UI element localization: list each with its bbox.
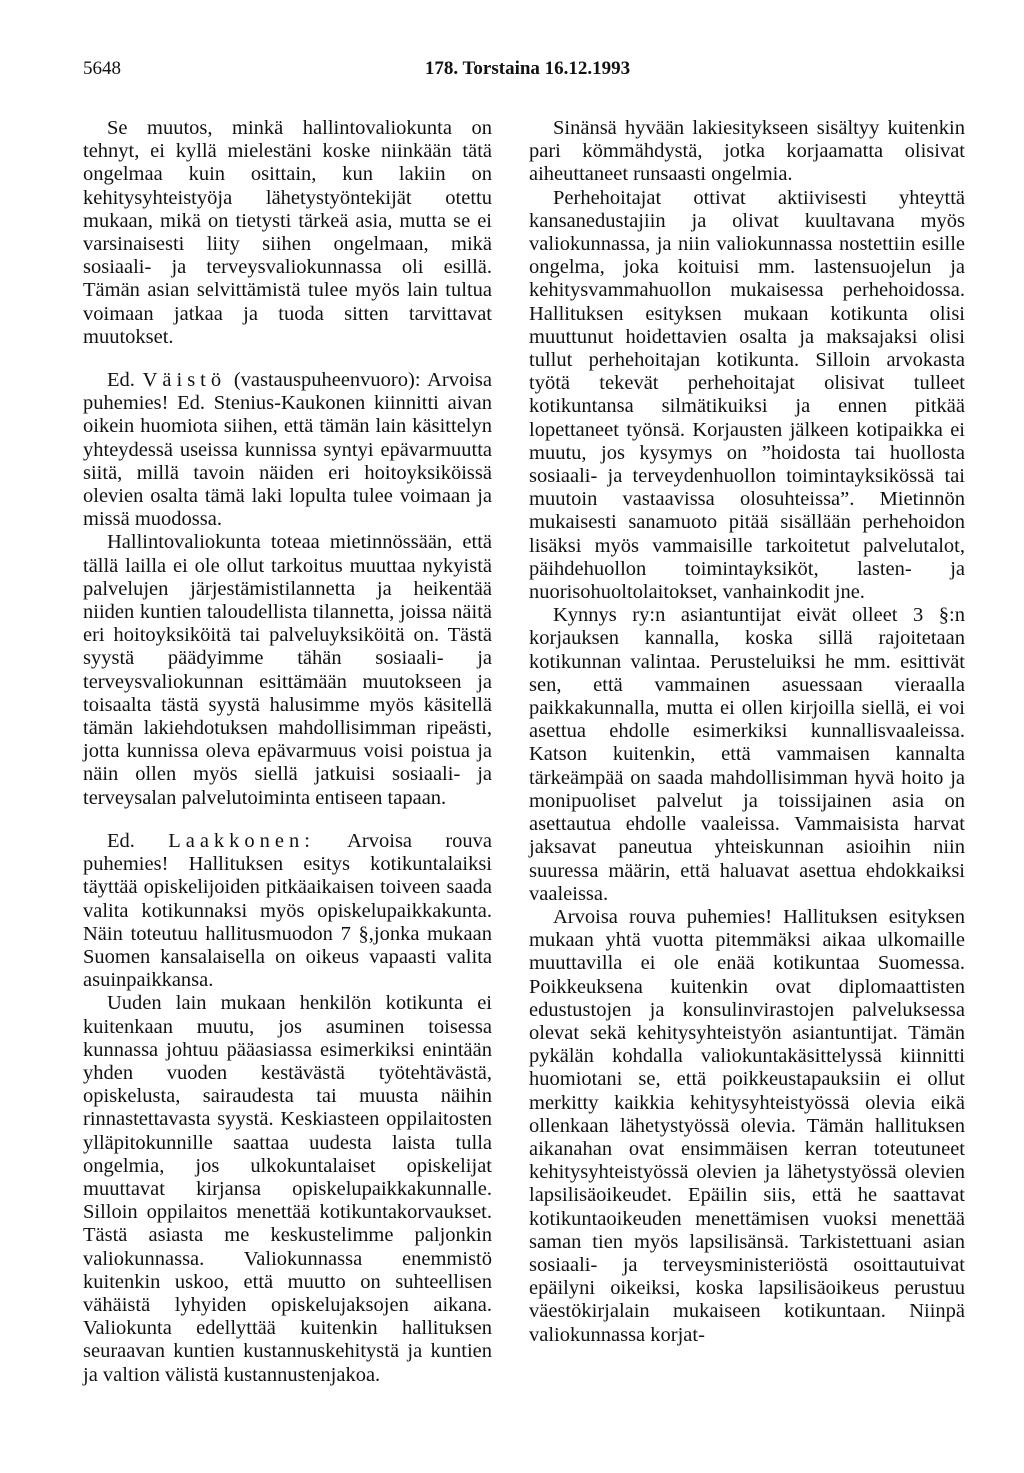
speech-paragraph	[83, 369, 492, 531]
speech-text: (vastauspuheenvuoro): Arvoisa puhemies! Ed. Stenius-Kaukonen kiinnitti aivan oikein huomiota siihen, että tämän lain käsittelyn yhteydessä useissa kunnissa syntyi epävarmuutta siitä, millä tavoin näiden eri hoitoyksiköissä olevien osalta tämä laki lopulta tulee voimaan ja missä muodossa.	[83, 369, 492, 531]
paragraph: Kynnys ry:n asiantuntijat eivät olleet 3 §:n korjauksen kannalla, koska sillä rajoitetaan kotikunnan valintaa. Perusteluiksi he mm. esittivät sen, että vammainen asuessaan vieraalla paikkakunnalla, mutta ei ollen kirjoilla siellä, ei voi asettua ehdolle esimerkiksi kunnallisvaaleissa. Katson kuitenkin, että vammaisen kannalta tärkeämpää on saada mahdollisimman hyvä hoito ja monipuoliset palvelut ja toissijainen asia on asettautua ehdolle vaaleissa. Vammaisista harvat jaksavat paneutua yhteiskunnan asioihin niin suuressa määrin, että haluavat asettua ehdokkaiksi vaaleissa.	[529, 604, 965, 905]
page-header	[83, 58, 972, 88]
paragraph: Perhehoitajat ottivat aktiivisesti yhteyttä kansanedustajiin ja olivat kuultavana myös valiokunnassa, ja niin valiokunnassa nostettiin esille ongelma, joka koituisi mm. lastensuojelun ja kehitysvammahuollon mukaisessa perhehoidossa. Hallituksen esityksen mukaan kotikunta olisi muuttunut hoidettavien osalta ja maksajaksi olisi tullut perhehoitajan kotikunta. Silloin arvokasta työtä tekevät perhehoitajat olisivat tulleet kotikuntansa silmätikuiksi ja ennen pitkää lopettaneet työnsä. Korjausten jälkeen kotipaikka ei muutu, jos kysymys on ”hoidosta tai huollosta sosiaali- ja terveydenhuollon toimintayksikössä tai muutoin vastaavissa olosuhteissa”. Mietinnön mukaisesti sanamuoto pitää sisällään perhehoidon lisäksi myös vammaisille tarkoitetut palvelutalot, päihdehuollon toimintayksiköt, lasten- ja nuorisohuoltolaitokset, vanhainkodit jne.	[529, 186, 965, 604]
page-number: 5648	[83, 58, 121, 79]
paragraph: Uuden lain mukaan henkilön kotikunta ei kuitenkaan muutu, jos asuminen toisessa kunnassa johtuu pääasiassa esimerkiksi enintään yhden vuoden kestävästä työtehtävästä, opiskelusta, sairaudesta tai muusta näihin rinnastettavasta syystä. Keskiasteen oppilaitosten ylläpitokunnille saattaa uudesta laista tulla ongelmia, jos ulkokuntalaiset opiskelijat muuttavat kirjansa opiskelupaikkakunnalle. Silloin oppilaitos menettää kotikuntakorvaukset. Tästä asiasta me keskustelimme paljonkin valiokunnassa. Valiokunnassa enemmistö kuitenkin uskoo, että muutto on suhteellisen vähäistä lyhyiden opiskelujaksojen aikana. Valiokunta edellyttää kuitenkin hallituksen seuraavan kuntien kustannuskehitystä ja kuntien ja valtion välistä kustannustenjakoa.	[83, 992, 492, 1386]
paragraph: Hallintovaliokunta toteaa mietinnössään, että tällä lailla ei ole ollut tarkoitus muuttaa nykyistä palvelujen järjestämistilannetta ja heikentää niiden kuntien taloudellista tilannetta, joissa näitä eri hoitoyksiköitä tai palveluyksiköitä on. Tästä syystä päädyimme tähän sosiaali- ja terveysvaliokunnan esittämään muutokseen ja toisaalta tästä syystä halusimme myös käsitellä tämän lakiehdotuksen mahdollisimman ripeästi, jotta kunnissa oleva epävarmuus voisi poistua ja näin ollen myös siellä jatkuisi sosiaali- ja terveysalan palvelutoiminta entiseen tapaan.	[83, 531, 492, 809]
speaker-name: Laakkonen:	[168, 829, 315, 852]
speech-prefix: Ed.	[107, 829, 169, 852]
paragraph: Arvoisa rouva puhemies! Hallituksen esityksen mukaan yhtä vuotta pitemmäksi aikaa ulkomaille muuttavilla ei ole enää kotikuntaa Suomessa. Poikkeuksena kuitenkin ovat diplomaattisten edustustojen ja konsulinvirastojen palveluksessa olevat sekä kehitysyhteistyön asiantuntijat. Tämän pykälän kohdalla valiokuntakäsittelyssä kiinnitti huomiotani se, että poikkeustapauksiin ei ollut merkitty kaikkia kehitysyhteistyössä olevia eikä ollenkaan lähetystyössä olevia. Tämän hallituksen aikanahan ovat ensimmäisen kerran toteutuneet kehitysyhteistyössä olevien ja lähetystyössä olevien lapsilisäoikeudet. Epäilin siis, että he saattavat kotikuntaoikeuden menettämisen vuoksi menettää saman tien myös lapsilisänsä. Tarkistettuani asian sosiaali- ja terveysministeriöstä osoittautuivat epäilyni oikeiksi, koska lapsilisäoikeus perustuu väestökirjalain mukaiseen kotikuntaan. Niinpä valiokunnassa korjat-	[529, 905, 965, 1346]
speech-paragraph	[83, 830, 492, 992]
right-column	[529, 117, 965, 1347]
left-column	[83, 117, 492, 1387]
speaker-name: Väistö	[142, 369, 227, 392]
running-title: 178. Torstaina 16.12.1993	[424, 58, 631, 79]
paragraph: Sinänsä hyvään lakiesitykseen sisältyy kuitenkin pari kömmähdystä, jotka korjaamatta olisivat aiheuttaneet runsaasti ongelmia.	[529, 117, 965, 186]
speech-text: Arvoisa rouva puhemies! Hallituksen esitys kotikuntalaiksi täyttää opiskelijoiden pitkäaikaisen toiveen saada valita kotikunnaksi myös opiskelupaikkakunta. Näin toteutuu hallitusmuodon 7 §,jonka mukaan Suomen kansalaisella on oikeus vapaasti valita asuinpaikkansa.	[83, 829, 492, 992]
speech-prefix: Ed.	[107, 369, 143, 392]
paragraph: Se muutos, minkä hallintovaliokunta on tehnyt, ei kyllä mielestäni koske niinkään tätä ongelmaa kuin osittain, kun lakiin on kehitysyhteistyöja lähetystyöntekijät otettu mukaan, mikä on tietysti tärkeä asia, mutta se ei varsinaisesti liity siihen ongelmaan, mikä sosiaali- ja terveysvaliokunnassa oli esillä. Tämän asian selvittämistä tulee myös lain tultua voimaan jatkaa ja tuoda sitten tarvittavat muutokset.	[83, 117, 492, 348]
